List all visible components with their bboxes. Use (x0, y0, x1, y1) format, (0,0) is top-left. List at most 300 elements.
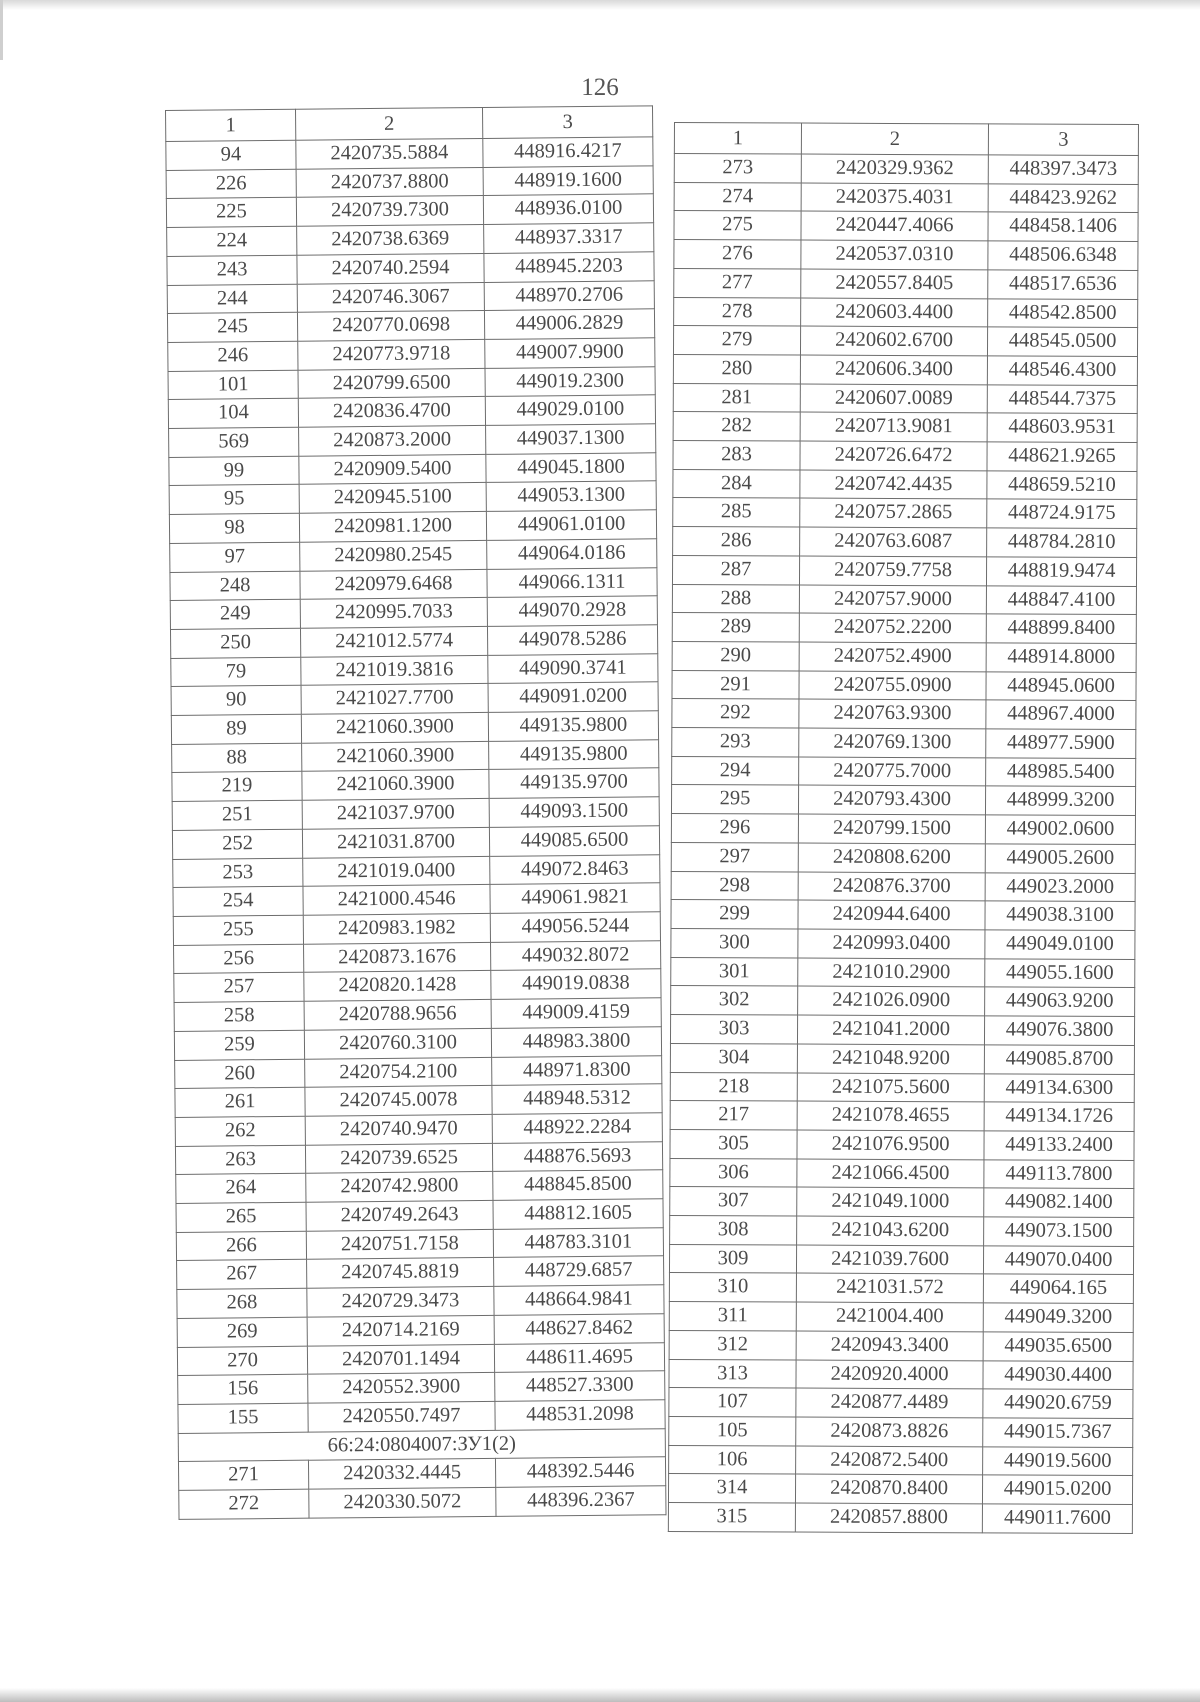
y-coordinate-cell: 449015.7367 (983, 1418, 1133, 1447)
y-coordinate-cell: 448983.3800 (491, 1027, 661, 1057)
table-row (669, 1273, 1133, 1304)
table-row (168, 366, 655, 399)
table-row (670, 1072, 1134, 1103)
y-coordinate-cell: 448812.1605 (493, 1199, 663, 1229)
x-coordinate-cell: 2420737.8800 (296, 167, 483, 197)
y-coordinate-cell: 448945.0600 (986, 672, 1136, 701)
x-coordinate-cell: 2420375.4031 (801, 183, 988, 213)
table-row (674, 154, 1138, 185)
point-number-cell: 310 (669, 1273, 796, 1302)
y-coordinate-cell: 448664.9841 (494, 1285, 664, 1315)
y-coordinate-cell: 449030.4400 (983, 1360, 1133, 1389)
y-coordinate-cell: 449015.0200 (982, 1475, 1132, 1504)
x-coordinate-cell: 2420943.3400 (796, 1331, 983, 1361)
table-row (178, 1457, 665, 1490)
table-row (672, 756, 1136, 787)
y-coordinate-cell: 449029.0100 (485, 395, 655, 425)
x-coordinate-cell: 2420330.5072 (309, 1487, 496, 1517)
x-coordinate-cell: 2420552.3900 (308, 1373, 495, 1403)
point-number-cell: 298 (671, 871, 798, 900)
x-coordinate-cell: 2421076.9500 (797, 1130, 984, 1160)
y-coordinate-cell: 448603.9531 (987, 413, 1137, 442)
x-coordinate-cell: 2420870.8400 (795, 1474, 982, 1504)
x-coordinate-cell: 2420995.7033 (300, 598, 487, 628)
y-coordinate-cell: 449090.3741 (488, 653, 658, 683)
table-row (669, 1388, 1133, 1419)
table-row (673, 441, 1137, 472)
point-number-cell: 302 (671, 986, 798, 1015)
x-coordinate-cell: 2420739.6525 (305, 1143, 492, 1173)
x-coordinate-cell: 2420550.7497 (308, 1401, 495, 1431)
y-coordinate-cell: 448396.2367 (496, 1486, 666, 1516)
point-number-cell: 219 (172, 772, 302, 802)
x-coordinate-cell: 2420757.2865 (800, 498, 987, 528)
table-row (171, 682, 658, 715)
point-number-cell: 246 (168, 341, 298, 371)
header-cell-y: 3 (988, 124, 1138, 156)
x-coordinate-cell: 2421043.6200 (797, 1216, 984, 1246)
point-number-cell: 297 (671, 842, 798, 871)
point-number-cell: 256 (174, 944, 304, 974)
table-row (672, 555, 1136, 586)
table-row (671, 814, 1135, 845)
table-row (173, 883, 660, 916)
point-number-cell: 251 (172, 800, 302, 830)
y-coordinate-cell: 448392.5446 (495, 1457, 665, 1487)
table-row (670, 1129, 1134, 1160)
y-coordinate-cell: 448611.4695 (494, 1342, 664, 1372)
table-row (174, 969, 661, 1002)
x-coordinate-cell: 2420740.9470 (305, 1114, 492, 1144)
x-coordinate-cell: 2420755.0900 (799, 671, 986, 701)
y-coordinate-cell: 449056.5244 (490, 912, 660, 942)
y-coordinate-cell: 448397.3473 (988, 155, 1138, 184)
table-row (169, 481, 656, 514)
table-row (178, 1400, 665, 1433)
point-number-cell: 95 (169, 485, 299, 515)
coordinates-table-left (165, 105, 667, 1519)
x-coordinate-cell: 2421048.9200 (797, 1044, 984, 1074)
x-coordinate-cell: 2420909.5400 (299, 454, 486, 484)
point-number-cell: 254 (173, 886, 303, 916)
x-coordinate-cell: 2420738.6369 (297, 225, 484, 255)
x-coordinate-cell: 2420872.5400 (796, 1446, 983, 1476)
x-coordinate-cell: 2420770.0698 (297, 311, 484, 341)
table-row (672, 613, 1136, 644)
x-coordinate-cell: 2420701.1494 (307, 1344, 494, 1374)
x-coordinate-cell: 2420993.0400 (798, 929, 985, 959)
y-coordinate-cell: 449135.9800 (488, 711, 658, 741)
x-coordinate-cell: 2420742.4435 (800, 470, 987, 500)
table-row (166, 194, 653, 227)
x-coordinate-cell: 2420751.7158 (306, 1229, 493, 1259)
x-coordinate-cell: 2420793.4300 (798, 786, 985, 816)
point-number-cell: 276 (674, 240, 801, 269)
point-number-cell: 275 (674, 211, 801, 240)
point-number-cell: 290 (672, 641, 799, 670)
table-row (171, 711, 658, 744)
point-number-cell: 299 (671, 900, 798, 929)
point-number-cell: 252 (172, 829, 302, 859)
x-coordinate-cell: 2421027.7700 (301, 684, 488, 714)
point-number-cell: 266 (176, 1231, 306, 1261)
point-number-cell: 304 (670, 1043, 797, 1072)
y-coordinate-cell: 449049.3200 (983, 1303, 1133, 1332)
x-coordinate-cell: 2420754.2100 (305, 1057, 492, 1087)
y-coordinate-cell: 449061.0100 (486, 510, 656, 540)
point-number-cell: 293 (672, 728, 799, 757)
y-coordinate-cell: 449038.3100 (985, 901, 1135, 930)
y-coordinate-cell: 449019.0838 (491, 969, 661, 999)
y-coordinate-cell: 449053.1300 (486, 481, 656, 511)
x-coordinate-cell: 2420945.5100 (299, 483, 486, 513)
point-number-cell: 278 (674, 297, 801, 326)
x-coordinate-cell: 2420447.4066 (801, 211, 988, 241)
point-number-cell: 255 (173, 915, 303, 945)
y-coordinate-cell: 448621.9265 (987, 442, 1137, 471)
header-cell-point: 1 (674, 123, 801, 155)
point-number-cell: 257 (174, 973, 304, 1003)
x-coordinate-cell: 2420749.2643 (306, 1200, 493, 1230)
point-number-cell: 291 (672, 670, 799, 699)
table-row (171, 653, 658, 686)
x-coordinate-cell: 2421041.2000 (797, 1015, 984, 1045)
point-number-cell: 284 (673, 469, 800, 498)
x-coordinate-cell: 2420799.1500 (798, 814, 985, 844)
table-row (175, 1084, 662, 1117)
point-number-cell: 307 (670, 1187, 797, 1216)
y-coordinate-cell: 448876.5693 (492, 1141, 662, 1171)
table-row (177, 1256, 664, 1289)
point-number-cell: 248 (170, 571, 300, 601)
point-number-cell: 101 (168, 370, 298, 400)
table-row (669, 1445, 1133, 1476)
table-row (673, 383, 1137, 414)
point-number-cell: 260 (175, 1059, 305, 1089)
table-row (173, 912, 660, 945)
point-number-cell: 271 (178, 1461, 308, 1491)
table-row (670, 1015, 1134, 1046)
point-number-cell: 306 (670, 1158, 797, 1187)
x-coordinate-cell: 2421019.0400 (303, 856, 490, 886)
y-coordinate-cell: 449020.6759 (983, 1389, 1133, 1418)
y-coordinate-cell: 449085.6500 (489, 826, 659, 856)
y-coordinate-cell: 449023.2000 (985, 872, 1135, 901)
x-coordinate-cell: 2420745.8819 (307, 1258, 494, 1288)
x-coordinate-cell: 2420980.2545 (300, 540, 487, 570)
y-coordinate-cell: 448531.2098 (495, 1400, 665, 1430)
point-number-cell: 267 (177, 1260, 307, 1290)
y-coordinate-cell: 449072.8463 (490, 854, 660, 884)
point-number-cell: 282 (673, 412, 800, 441)
point-number-cell: 245 (167, 312, 297, 342)
table-row (671, 986, 1135, 1017)
table-row (172, 740, 659, 773)
x-coordinate-cell: 2420329.9362 (801, 154, 988, 184)
y-coordinate-cell: 448544.7375 (987, 384, 1137, 413)
point-number-cell: 273 (674, 154, 801, 183)
table-row (671, 785, 1135, 816)
coordinates-table-left-body (166, 106, 667, 1519)
scan-edge-top (0, 0, 1200, 10)
table-row (670, 1216, 1134, 1247)
point-number-cell: 315 (668, 1503, 795, 1532)
y-coordinate-cell: 448914.8000 (986, 643, 1136, 672)
x-coordinate-cell: 2420759.7758 (799, 556, 986, 586)
y-coordinate-cell: 448847.4100 (986, 585, 1136, 614)
table-row (672, 641, 1136, 672)
x-coordinate-cell: 2421060.3900 (302, 741, 489, 771)
x-coordinate-cell: 2421066.4500 (797, 1159, 984, 1189)
x-coordinate-cell: 2420742.9800 (306, 1172, 493, 1202)
x-coordinate-cell: 2421004.400 (796, 1302, 983, 1332)
table-row (174, 998, 661, 1031)
table-row (177, 1285, 664, 1318)
y-coordinate-cell: 448784.2810 (987, 528, 1137, 557)
y-coordinate-cell: 448724.9175 (987, 499, 1137, 528)
y-coordinate-cell: 449002.0600 (985, 815, 1135, 844)
table-row (671, 928, 1135, 959)
y-coordinate-cell: 449045.1800 (486, 453, 656, 483)
y-coordinate-cell: 448945.2203 (484, 252, 654, 282)
table-row (166, 166, 653, 199)
y-coordinate-cell: 449093.1500 (489, 797, 659, 827)
point-number-cell: 311 (669, 1302, 796, 1331)
table-row (175, 1141, 662, 1174)
x-coordinate-cell: 2420760.3100 (304, 1028, 491, 1058)
y-coordinate-cell: 448729.6857 (494, 1256, 664, 1286)
x-coordinate-cell: 2421049.1000 (797, 1187, 984, 1217)
x-coordinate-cell: 2420729.3473 (307, 1287, 494, 1317)
x-coordinate-cell: 2420726.6472 (800, 441, 987, 471)
point-number-cell: 94 (166, 140, 296, 170)
table-row (670, 1043, 1134, 1074)
x-coordinate-cell: 2420983.1982 (303, 913, 490, 943)
point-number-cell: 90 (171, 686, 301, 716)
point-number-cell: 292 (672, 699, 799, 728)
y-coordinate-cell: 449007.9900 (485, 338, 655, 368)
y-coordinate-cell: 448936.0100 (483, 194, 653, 224)
table-row (173, 854, 660, 887)
y-coordinate-cell: 449037.1300 (486, 424, 656, 454)
x-coordinate-cell: 2420746.3067 (297, 282, 484, 312)
x-coordinate-cell: 2420920.4000 (796, 1360, 983, 1390)
table-row (669, 1330, 1133, 1361)
y-coordinate-cell: 448899.8400 (986, 614, 1136, 643)
point-number-cell: 294 (672, 756, 799, 785)
point-number-cell: 274 (674, 182, 801, 211)
point-number-cell: 217 (670, 1101, 797, 1130)
y-coordinate-cell: 448948.5312 (492, 1084, 662, 1114)
x-coordinate-cell: 2421075.5600 (797, 1073, 984, 1103)
y-coordinate-cell: 448517.6536 (988, 270, 1138, 299)
table-row (670, 1101, 1134, 1132)
table-row (176, 1227, 663, 1260)
x-coordinate-cell: 2420739.7300 (296, 196, 483, 226)
table-row (166, 137, 653, 170)
point-number-cell: 309 (669, 1244, 796, 1273)
table-row (668, 1474, 1132, 1505)
point-number-cell: 286 (673, 527, 800, 556)
x-coordinate-cell: 2420752.4900 (799, 642, 986, 672)
x-coordinate-cell: 2420603.4400 (801, 298, 988, 328)
table-row (674, 268, 1138, 299)
table-row (174, 1027, 661, 1060)
point-number-cell: 264 (176, 1174, 306, 1204)
point-number-cell: 104 (168, 399, 298, 429)
y-coordinate-cell: 449091.0200 (488, 682, 658, 712)
point-number-cell: 313 (669, 1359, 796, 1388)
x-coordinate-cell: 2420332.4445 (308, 1459, 495, 1489)
point-number-cell: 301 (671, 957, 798, 986)
y-coordinate-cell: 449019.2300 (485, 366, 655, 396)
table-row (177, 1314, 664, 1347)
page-number: 126 (581, 74, 619, 101)
point-number-cell: 277 (674, 268, 801, 297)
table-row (673, 469, 1137, 500)
header-cell-x: 2 (801, 123, 988, 155)
table-row (176, 1199, 663, 1232)
x-coordinate-cell: 2420557.8405 (801, 269, 988, 299)
x-coordinate-cell: 2420763.6087 (800, 527, 987, 557)
y-coordinate-cell: 448819.9474 (986, 557, 1136, 586)
y-coordinate-cell: 448922.2284 (492, 1113, 662, 1143)
x-coordinate-cell: 2420745.0078 (305, 1086, 492, 1116)
point-number-cell: 107 (669, 1388, 796, 1417)
point-number-cell: 308 (670, 1216, 797, 1245)
y-coordinate-cell: 448545.0500 (987, 327, 1137, 356)
x-coordinate-cell: 2421060.3900 (302, 770, 489, 800)
table-row (169, 424, 656, 457)
point-number-cell: 262 (175, 1116, 305, 1146)
y-coordinate-cell: 449073.1500 (984, 1217, 1134, 1246)
scan-edge-left (0, 0, 3, 60)
section-row (178, 1428, 665, 1461)
table-row (673, 326, 1137, 357)
table-row (175, 1113, 662, 1146)
y-coordinate-cell: 449011.7600 (982, 1504, 1132, 1533)
x-coordinate-cell: 2420981.1200 (299, 512, 486, 542)
header-cell-y: 3 (482, 106, 652, 139)
y-coordinate-cell: 448970.2706 (484, 280, 654, 310)
x-coordinate-cell: 2421031.8700 (302, 827, 489, 857)
y-coordinate-cell: 448937.3317 (484, 223, 654, 253)
y-coordinate-cell: 448916.4217 (483, 137, 653, 167)
table-row (673, 498, 1137, 529)
x-coordinate-cell: 2420857.8800 (795, 1503, 982, 1533)
table-row (673, 412, 1137, 443)
header-cell-x: 2 (295, 107, 482, 140)
point-number-cell: 89 (171, 714, 301, 744)
x-coordinate-cell: 2420763.9300 (799, 699, 986, 729)
y-coordinate-cell: 448971.8300 (492, 1055, 662, 1085)
y-coordinate-cell: 449078.5286 (487, 625, 657, 655)
table-row (674, 297, 1138, 328)
table-row (172, 768, 659, 801)
x-coordinate-cell: 2421026.0900 (798, 986, 985, 1016)
x-coordinate-cell: 2420788.9656 (304, 1000, 491, 1030)
x-coordinate-cell: 2420713.9081 (800, 412, 987, 442)
table-row (671, 900, 1135, 931)
x-coordinate-cell: 2420735.5884 (296, 138, 483, 168)
point-number-cell: 263 (175, 1145, 305, 1175)
y-coordinate-cell: 449009.4159 (491, 998, 661, 1028)
y-coordinate-cell: 448527.3300 (495, 1371, 665, 1401)
y-coordinate-cell: 449061.9821 (490, 883, 660, 913)
coordinates-table-right (668, 122, 1139, 1534)
point-number-cell: 272 (179, 1489, 309, 1519)
y-coordinate-cell: 449005.2600 (985, 844, 1135, 873)
point-number-cell: 300 (671, 928, 798, 957)
table-row (170, 596, 657, 629)
x-coordinate-cell: 2421039.7600 (796, 1245, 983, 1275)
table-row (167, 252, 654, 285)
table-row (179, 1486, 666, 1519)
table-row (170, 539, 657, 572)
point-number-cell: 295 (671, 785, 798, 814)
point-number-cell: 155 (178, 1403, 308, 1433)
coordinates-table-right-body (668, 123, 1138, 1534)
table-row (172, 797, 659, 830)
point-number-cell: 258 (174, 1001, 304, 1031)
y-coordinate-cell: 449019.5600 (983, 1447, 1133, 1476)
x-coordinate-cell: 2420873.1676 (304, 942, 491, 972)
y-coordinate-cell: 448506.6348 (988, 241, 1138, 270)
table-row (169, 510, 656, 543)
point-number-cell: 303 (670, 1015, 797, 1044)
scan-edge-bottom (0, 1688, 1200, 1702)
table-row (670, 1158, 1134, 1189)
x-coordinate-cell: 2420799.6500 (298, 368, 485, 398)
x-coordinate-cell: 2421060.3900 (301, 712, 488, 742)
point-number-cell: 268 (177, 1288, 307, 1318)
table-row (669, 1359, 1133, 1390)
y-coordinate-cell: 448919.1600 (483, 166, 653, 196)
point-number-cell: 98 (169, 513, 299, 543)
point-number-cell: 279 (673, 326, 800, 355)
y-coordinate-cell: 448999.3200 (985, 786, 1135, 815)
table-row (672, 699, 1136, 730)
x-coordinate-cell: 2421019.3816 (301, 655, 488, 685)
table-row (672, 670, 1136, 701)
y-coordinate-cell: 449049.0100 (985, 930, 1135, 959)
y-coordinate-cell: 449076.3800 (984, 1016, 1134, 1045)
table-row (167, 309, 654, 342)
table-row (668, 1503, 1132, 1534)
table-row (672, 728, 1136, 759)
y-coordinate-cell: 448977.5900 (986, 729, 1136, 758)
point-number-cell: 224 (167, 226, 297, 256)
point-number-cell: 569 (169, 427, 299, 457)
point-number-cell: 99 (169, 456, 299, 486)
point-number-cell: 287 (672, 555, 799, 584)
y-coordinate-cell: 449055.1600 (985, 959, 1135, 988)
point-number-cell: 218 (670, 1072, 797, 1101)
point-number-cell: 281 (673, 383, 800, 412)
table-row (168, 338, 655, 371)
table-row (673, 527, 1137, 558)
x-coordinate-cell: 2420602.6700 (800, 326, 987, 356)
y-coordinate-cell: 449082.1400 (984, 1188, 1134, 1217)
table-row (674, 211, 1138, 242)
point-number-cell: 312 (669, 1330, 796, 1359)
point-number-cell: 79 (171, 657, 301, 687)
point-number-cell: 270 (177, 1346, 307, 1376)
x-coordinate-cell: 2420877.4489 (796, 1388, 983, 1418)
point-number-cell: 280 (673, 354, 800, 383)
x-coordinate-cell: 2420757.9000 (799, 585, 986, 615)
x-coordinate-cell: 2420607.0089 (800, 384, 987, 414)
